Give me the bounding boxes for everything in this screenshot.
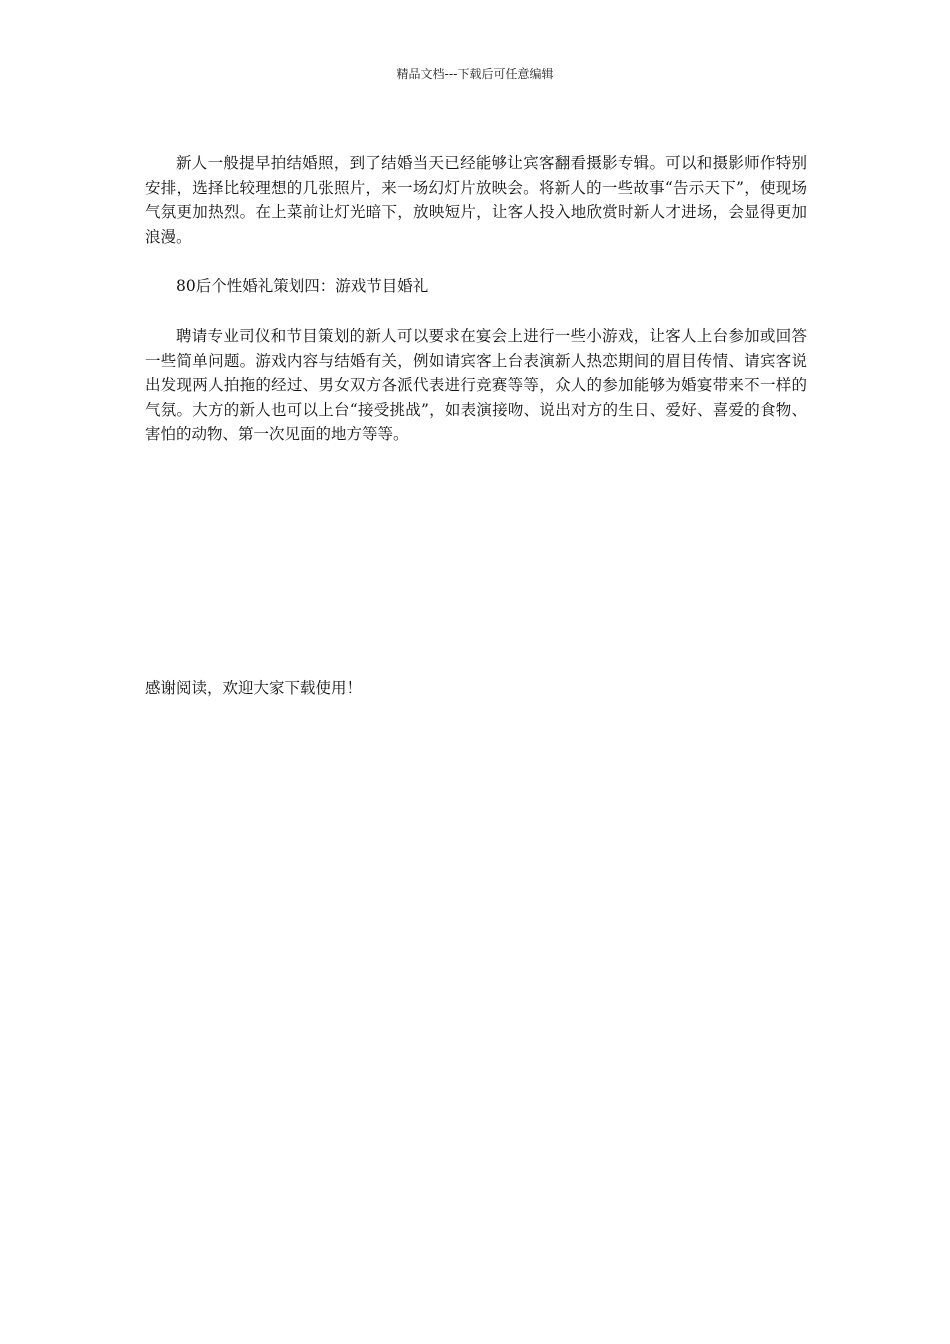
closing-note: 感谢阅读，欢迎大家下载使用！ <box>145 679 363 697</box>
section-heading-game-wedding: 80后个性婚礼策划四：游戏节目婚礼 <box>176 277 429 295</box>
paragraph-game-wedding: 聘请专业司仪和节目策划的新人可以要求在宴会上进行一些小游戏，让客人上台参加或回答一些简单问题。游戏内容与结婚有关，例如请宾客上台表演新人热恋期间的眉目传情、请宾客说出发现两人拍拖的经过、男女双方各派代表进行竞赛等等，众人的参加能够为婚宴带来不一样的气氛。大方的新人也可以上台“接受挑战”，如表演接吻、说出对方的生日、爱好、喜爱的食物、害怕的动物、第一次见面的地方等等。 <box>145 327 807 443</box>
paragraph-photo-slideshow: 新人一般提早拍结婚照，到了结婚当天已经能够让宾客翻看摄影专辑。可以和摄影师作特别安排，选择比较理想的几张照片，来一场幻灯片放映会。将新人的一些故事“告示天下”，使现场气氛更加热烈。在上菜前让灯光暗下，放映短片，让客人投入地欣赏时新人才进场，会显得更加浪漫。 <box>145 154 807 246</box>
page-header: 精品文档---下载后可任意编辑 <box>396 67 554 81</box>
